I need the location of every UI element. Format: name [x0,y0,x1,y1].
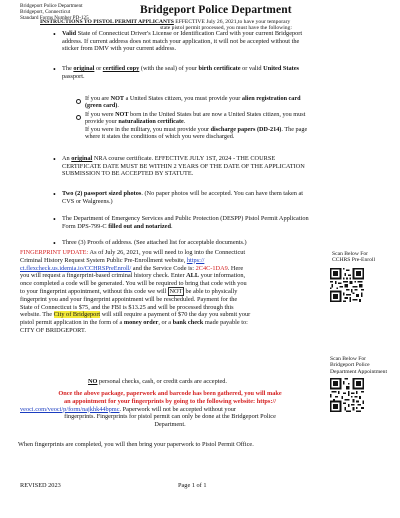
qr2-caption-2: Bridgeport Police [330,362,370,369]
veoci-link[interactable]: veoci.com/veoci/p/form/najkhk44bpmc [20,405,120,413]
bullet-icon: • [53,215,56,224]
despp-text-1: The Department of Emergency Services and Public Protection (DESPP) Pistol Permit Application [62,215,309,222]
dept-line-2: Bridgeport, Connecticut [20,9,71,15]
fp-all: ALL [186,272,200,280]
fp-line-9-end: will still require a payment of $70 the day you submit your [100,311,251,319]
nat-not: NOT [115,111,129,118]
nat-mid: born in the United States but are now a United States citizen, you must [128,111,306,118]
fp-line-10-mid: , or a [158,319,173,327]
qr1-caption-1: Scan Below For [332,251,369,257]
red-line-1: Once the above package, paperwork and barcode has been gathered, you will make [58,390,282,397]
cchrs-link-part-2[interactable]: ct.flexcheck.us.idemia.io/CCHRSPreEnroll/ [20,264,132,272]
page-number: Page 1 of 1 [178,482,207,489]
item-valid-id [62,30,384,53]
fp-line-2: Criminal History Request System Public Pre-Enrollment website, [20,256,187,264]
red-line-4: fingerprints. Fingerprints for pistol permit can only be done at the Bridgeport Police [64,413,276,421]
city-highlight: City of Bridgeport [53,311,101,319]
bank-check: bank check [172,319,204,327]
service-code: 2C4C-1DA9 [195,264,228,272]
fp-line-8: State of Connecticut is $75, and the FBI is $13.25 and will be processed through this [20,303,234,311]
mil-pre: If you were in the military, you must provide your [85,125,211,133]
photos-text-2: CVS or Walgreens.) [62,197,113,205]
item-despp-form [62,215,384,230]
nra-text-1: NRA course certificate. EFFECTIVE JULY 1ST, 2024 - THE COURSE [92,155,276,162]
valid-text-1: State of Connecticut Driver's License or Identification Card with your current Bridgeport [76,30,303,37]
despp-pre: Form DPS-799-C [62,222,109,230]
despp-bold: filled out and notarized [108,222,171,230]
valid-bold: Valid [62,30,77,37]
item-passport-photos [62,190,384,205]
fingerprint-label: FINGERPRINT UPDATE: [20,249,89,256]
nra-text-2: CERTIFICATE DATE MUST BE WITHIN 2 YEARS OF THE DATE OF THE APPLICATION [62,162,305,170]
instructions-line-2: state pistol permit processed, you must have the following: [160,25,292,32]
cchrs-link-part-1[interactable]: https:// [186,256,205,264]
qr-appointment-caption [330,356,387,375]
fp-line-1: As of July 26, 2021, you will need to log into the Connecticut [88,249,246,256]
nra-original: original [71,155,93,162]
fp-line-3: and the Service Code is: [131,264,196,272]
bullet-icon: • [53,30,56,39]
alien-card: alien registration card [241,95,301,102]
birth-mid-2: or valid [240,65,264,72]
fp-line-4: you will request a fingerprint-based criminal history check. Enter [20,272,187,280]
qr-code-appointment-icon[interactable] [330,378,364,412]
fp-line-11: CITY OF BRIDGEPORT. [20,326,86,334]
qr2-caption-1: Scan Below For [330,356,367,362]
photos-bold: Two (2) passport sized photos [62,190,142,197]
qr-code-cchrs-icon[interactable] [330,268,364,302]
alien-end: . [117,102,119,110]
fp-line-9: website. The [20,311,54,319]
dept-line-3: Standard Forms Number PD-125 [20,15,89,21]
sub-item-naturalized [85,111,390,141]
item-birth-certificate [62,65,384,80]
red-line-3: . Paperwork will not be accepted without your [119,405,236,413]
bullet-icon: • [53,239,56,248]
alien-pre: If you are [85,95,111,102]
qr1-caption-2: CCHRS Pre-Enroll [332,257,376,264]
fp-line-3-end: . Here [227,264,244,272]
appointment-instructions [20,390,320,429]
alien-green-card: (green card) [85,102,118,110]
nat-end: . [183,118,186,126]
mil-end: . The page [281,125,308,133]
no-bold: NO [88,378,98,385]
nra-text-3: SUBMISSION TO BE ACCEPTED BY STATUTE. [62,170,194,178]
final-instruction: When fingerprints are completed, you will then bring your paperwork to Pistol Permit Office. [18,441,254,448]
fp-line-4-end: your information, [199,272,246,280]
birth-original: original [73,65,95,72]
valid-text-3: sticker from DMV with your current address. [62,45,177,53]
photos-text-1: . (No paper photos will be accepted. You can have them taken at [141,190,304,197]
nra-pre: An [62,155,72,162]
page-title: Bridgeport Police Department [140,4,292,16]
circle-bullet-icon [76,99,81,104]
birth-or: or [94,65,103,72]
red-line-2: an appointment for your fingerprints by going to the following website: https:// [64,397,276,405]
fp-line-6: to your fingerprint appointment, without this code we will [20,287,168,295]
no-payment-text: personal checks, cash, or credit cards are accepted. [97,378,227,385]
instructions-line-1: EFFECTIVE July 26, 2021,to have your temporary [173,19,291,25]
item-nra-certificate [62,155,384,178]
fp-not-boxed: NOT [169,287,183,295]
mil-dd214: discharge papers (DD-214) [210,125,282,133]
money-order: money order [123,319,159,327]
nat-cert: naturalization certificate [118,118,184,126]
fp-line-10: pistol permit application in the form of a [20,319,124,327]
birth-line-2: passport. [62,72,85,80]
fp-line-10-end: made payable to: [203,319,248,327]
fp-line-5: once completed a code will be generated. You will be required to bring that code with you [20,280,247,288]
bullet-icon: • [53,65,56,74]
nat-pre: If you were [85,111,116,118]
alien-not: NOT [110,95,125,102]
sub-item-alien [85,95,385,110]
birth-bold: birth certificate [198,65,241,72]
nat-line2-pre: provide your [85,118,119,126]
qr-cchrs-caption [332,251,375,264]
instructions-heading: INSTRUCTIONS TO PISTOL PERMIT APPLICANTS [40,19,174,25]
mil-line-2: where it states the conditions of which you were discharged. [85,133,235,141]
proofs-text: Three (3) Proofs of address. (See attached list for acceptable documents.) [62,239,247,246]
revision-date: REVISED 2023 [20,482,61,489]
birth-mid: (with the seal) of your [139,65,199,72]
valid-text-2: address. If current address does not match your application, it will not be accepted without the [62,37,300,45]
alien-mid: a United States citizen, you must provide your [124,95,242,102]
fp-line-6-end: be able to physically [183,287,238,295]
dept-line-1: Bridgeport Police Department [20,3,83,9]
fp-line-7: fingerprint you and your fingerprint appointment will be rescheduled. Payment for the [20,295,238,303]
payment-notice [88,378,227,385]
birth-pre: The [62,65,74,72]
item-proofs-of-address [62,239,384,247]
red-line-5: Department. [154,421,186,429]
birth-us: United States [263,65,299,72]
bullet-icon: • [53,190,56,199]
circle-bullet-icon [76,115,81,120]
fingerprint-update [20,249,310,335]
bullet-icon: • [53,155,56,164]
birth-certified: certified copy [102,65,140,72]
despp-end: . [170,222,173,230]
qr2-caption-3: Department Appointment [330,368,388,375]
